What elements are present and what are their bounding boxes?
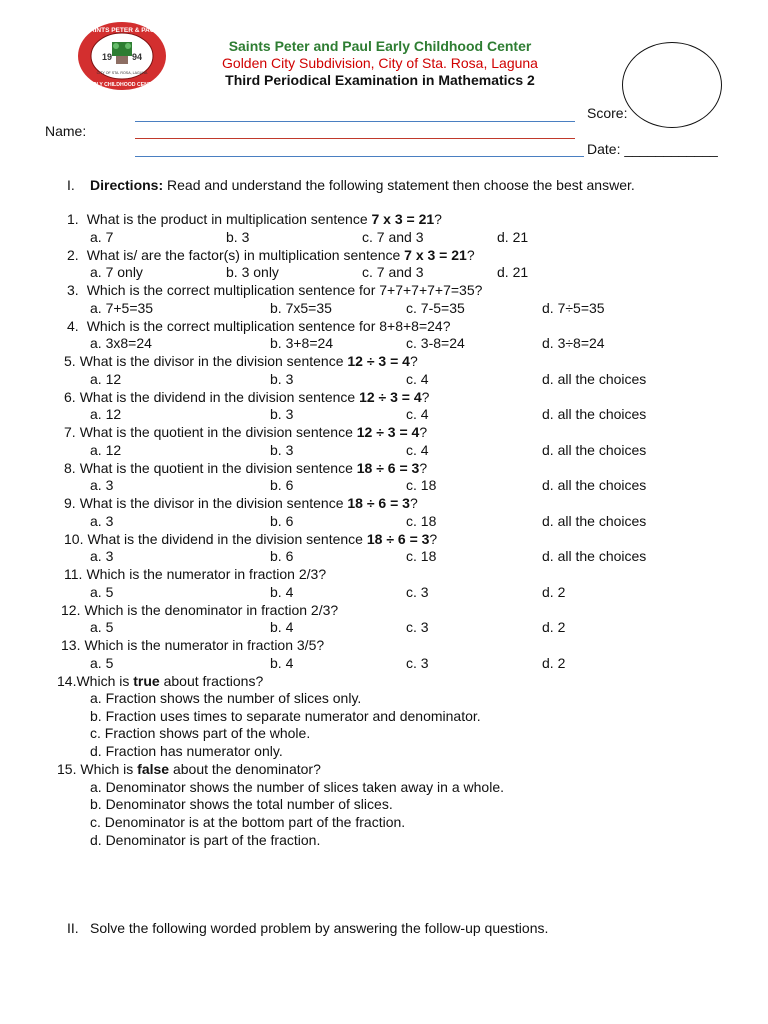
question-2 [67,247,475,263]
question-text-post: ? [419,459,428,476]
choice-b: b. 4 [270,583,294,600]
question-text-pre: Which is the correct multiplication sentence for 7+7+7+7+7=35? [86,282,483,298]
choice-d: d. 3÷8=24 [542,335,605,351]
question-text-post: about fractions? [159,673,264,689]
question-text-post: ? [421,388,430,405]
question-number: 3. [67,282,79,298]
choice-a: a. 12 [90,370,122,387]
question-text-pre: Which is the correct multiplication sentence for 8+8+8=24? [86,317,451,334]
choice-a: a. 3x8=24 [90,335,152,351]
choice-d: d. all the choices [542,406,647,422]
question-number: 13. [61,637,81,653]
choice-a: a. 3 [90,477,114,493]
q14-choice-b: b. Fraction uses times to separate numerator and denominator. [90,708,481,724]
choice-a: a. 5 [90,583,114,600]
question-number: 14. [57,673,77,689]
choice-b: b. 6 [270,477,294,493]
question-text-pre: What is the quotient in the division sentence [79,459,357,476]
question-text-pre: Which is [76,673,134,689]
question-text-pre: Which is the denominator in fraction 2/3? [84,601,339,618]
question-text-post: about the denominator? [169,761,321,777]
choice-c: c. 4 [406,370,429,387]
choice-b: b. 3+8=24 [270,335,334,351]
choice-c: c. 3 [406,619,429,635]
question-text-bold: 7 x 3 = 21 [371,211,435,227]
choice-b: b. 3 [270,441,294,458]
choice-c: c. 3 [406,654,429,671]
question-number: 15. [57,761,77,777]
choice-d: d. all the choices [542,370,647,387]
choice-b: b. 3 [270,370,294,387]
q15-choice-a: a. Denominator shows the number of slices taken away in a whole. [90,779,504,795]
choice-d: d. all the choices [542,512,647,529]
q15-choice-b: b. Denominator shows the total number of slices. [90,796,393,812]
question-text-bold: 7 x 3 = 21 [404,246,467,263]
choice-c: c. 3-8=24 [406,335,465,351]
choice-b: b. 3 only [226,264,279,280]
logo-year-left: 19 [102,52,113,62]
date-label: Date: ____________ [587,141,718,157]
choice-d: d. all the choices [542,441,647,458]
question-text-bold: 12 ÷ 3 = 4 [356,424,420,440]
name-line-3 [135,156,584,157]
question-text-bold: false [137,761,170,777]
question-text-pre: What is the product in multiplication sentence [86,211,372,227]
question-text-pre: What is the dividend in the division sentence [87,530,367,547]
choice-a: a. 7 only [90,264,143,280]
question-text-bold: 18 ÷ 6 = 3 [347,495,410,511]
question-number: 9. [64,495,76,511]
choice-c: c. 7 and 3 [362,228,424,245]
question-text-pre: Which is [76,761,138,777]
logo-year-right: 94 [132,52,143,62]
choice-a: a. 3 [90,548,114,564]
question-number: 11. [64,566,83,582]
question-text-pre: What is/ are the factor(s) in multiplication sentence [86,246,405,263]
choice-b: b. 3 [226,228,250,245]
choice-c: c. 4 [406,441,429,458]
question-number: 7. [64,424,76,440]
question-text-bold: 18 ÷ 6 = 3 [366,530,430,547]
choice-c: c. 18 [406,512,437,529]
question-10 [64,531,437,547]
question-number: 5. [64,353,76,369]
question-number: 1. [67,211,79,227]
question-text-post: ? [434,211,442,227]
question-text-pre: Which is the numerator in fraction 2/3? [86,566,327,582]
choice-c: c. 18 [406,548,437,564]
choice-b: b. 6 [270,548,294,564]
choice-a: a. 5 [90,654,114,671]
q15-choice-c: c. Denominator is at the bottom part of the fraction. [90,814,406,830]
question-1 [67,211,442,227]
choice-c: c. 7 and 3 [362,264,424,280]
question-text-bold: 18 ÷ 6 = 3 [356,459,420,476]
question-3 [67,282,482,298]
question-text-post: ? [409,495,418,511]
q14-choice-c: c. Fraction shows part of the whole. [90,725,311,741]
choice-a: a. 12 [90,441,122,458]
choice-c: c. 3 [406,583,429,600]
logo-text-bottom: EARLY CHILDHOOD CENTER [85,82,159,88]
choice-a: a. 3 [90,512,114,529]
question-8 [64,460,427,476]
question-text-post: ? [429,530,438,547]
question-text-pre: What is the divisor in the division sentence [79,495,348,511]
question-text-pre: What is the quotient in the division sentence [79,424,357,440]
question-text-bold: 12 ÷ 3 = 4 [347,353,410,369]
choice-c: c. 18 [406,477,437,493]
score-oval [622,42,722,128]
question-text-pre: What is the divisor in the division sentence [79,353,348,369]
section2-text: Solve the following worded problem by answering the follow-up questions. [90,920,549,936]
choice-d: d. 21 [497,228,529,245]
choice-d: d. 7÷5=35 [542,299,605,316]
question-number: 2. [67,246,79,263]
question-9 [64,495,418,511]
q15-choice-d: d. Denominator is part of the fraction. [90,832,321,848]
name-label: Name: [45,123,87,139]
question-4 [67,318,451,334]
question-15 [57,761,321,777]
score-label: Score: [587,105,628,121]
section1-directions [90,177,635,193]
choice-d: d. 2 [542,654,566,671]
choice-b: b. 6 [270,512,294,529]
question-text-post: ? [419,424,428,440]
choice-a: a. 7+5=35 [90,299,154,316]
question-text-pre: Which is the numerator in fraction 3/5? [84,637,325,653]
choice-a: a. 7 [90,228,114,245]
name-line-1 [135,121,575,122]
section1-numeral: I. [67,177,75,193]
question-6 [64,389,429,405]
school-logo [76,20,168,92]
question-text-post: ? [409,353,418,369]
choice-d: d. all the choices [542,548,647,564]
question-number: 12. [61,601,81,618]
choice-a: a. 12 [90,406,122,422]
choice-d: d. all the choices [542,477,647,493]
question-text-pre: What is the dividend in the division sentence [79,388,360,405]
logo-text-top: SAINTS PETER & PAUL [85,27,159,34]
question-11 [64,566,326,582]
choice-b: b. 4 [270,654,294,671]
question-text-post: ? [466,246,475,263]
question-14 [57,673,263,689]
question-12 [61,602,338,618]
question-text-bold: 12 ÷ 3 = 4 [359,388,422,405]
directions-label: Directions: [90,177,164,193]
exam-title: Third Periodical Examination in Mathematics 2 [225,72,535,88]
choice-a: a. 5 [90,619,114,635]
question-number: 4. [67,317,79,334]
choice-d: d. 2 [542,583,566,600]
choice-b: b. 4 [270,619,294,635]
choice-b: b. 3 [270,406,294,422]
q14-choice-d: d. Fraction has numerator only. [90,743,283,759]
school-address: Golden City Subdivision, City of Sta. Rosa, Laguna [222,55,538,71]
question-13 [61,637,324,653]
q14-choice-a: a. Fraction shows the number of slices only. [90,690,362,706]
question-number: 6. [64,388,76,405]
section2-numeral: II. [67,920,79,936]
question-number: 10. [64,530,84,547]
choice-b: b. 7x5=35 [270,299,332,316]
choice-d: d. 21 [497,264,529,280]
choice-c: c. 7-5=35 [406,299,465,316]
question-number: 8. [64,459,76,476]
name-line-2[interactable] [135,138,575,139]
directions-text: Read and understand the following statement then choose the best answer. [163,177,635,193]
choice-d: d. 2 [542,619,566,635]
question-text-bold: true [133,673,160,689]
logo-city: CITY OF STA. ROSA, LAGUNA [96,71,148,75]
question-7 [64,424,427,440]
question-5 [64,353,418,369]
school-name: Saints Peter and Paul Early Childhood Center [228,38,532,54]
choice-c: c. 4 [406,406,429,422]
